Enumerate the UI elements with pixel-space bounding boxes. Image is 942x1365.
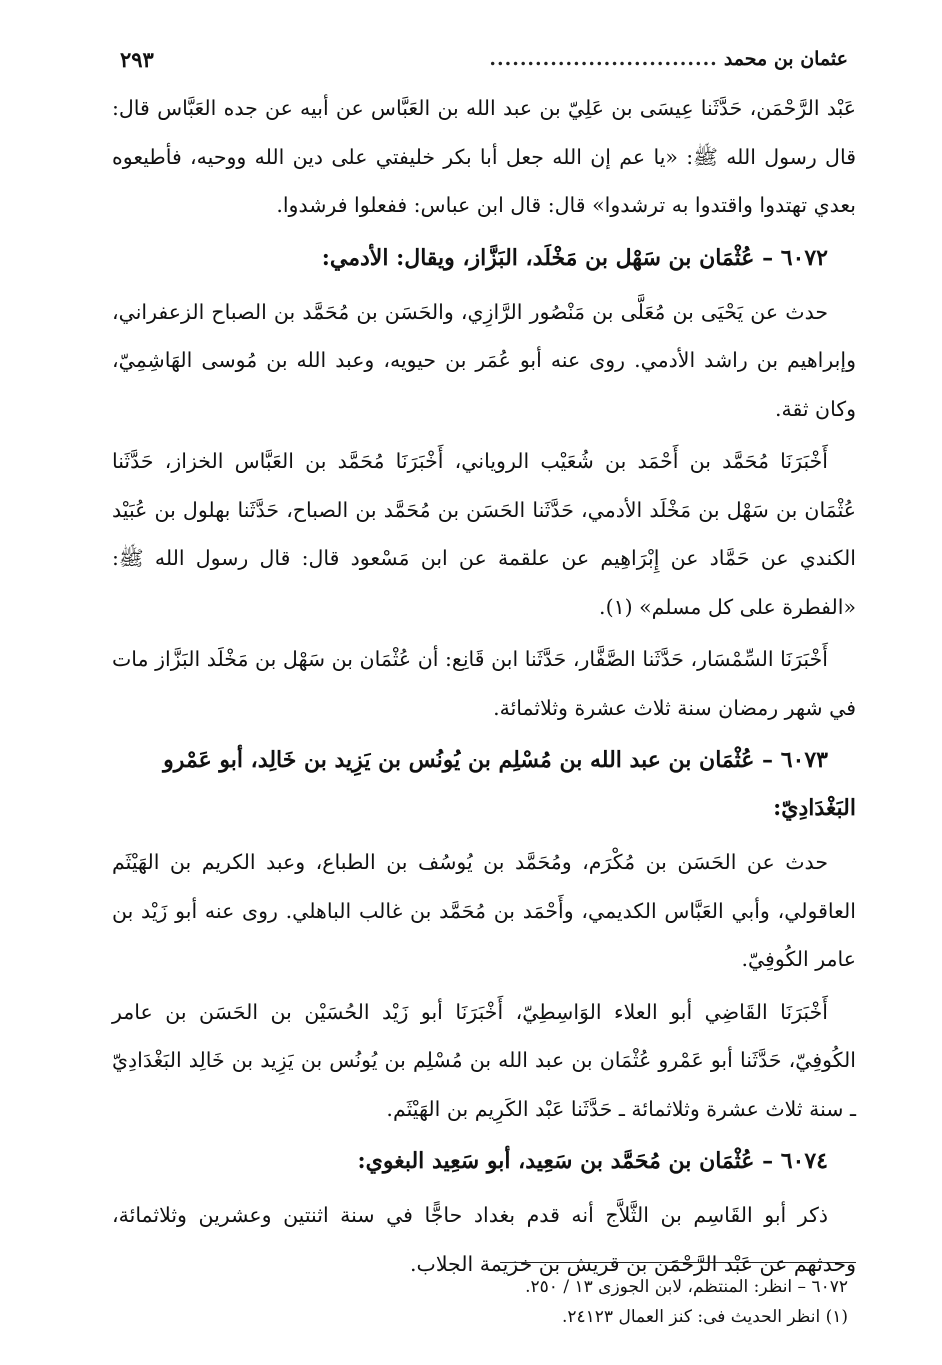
page-number: ٢٩٣ xyxy=(120,46,154,72)
entry-heading-6074: ٦٠٧٤ – عُثْمَان بن مُحَمَّد بن سَعِيد، أبو سَعِيد البغوي: xyxy=(357,1148,828,1174)
page-body xyxy=(112,84,856,1292)
footnote-1: (١) انظر الحديث فى: كنز العمال ٢٤١٢٣. xyxy=(562,1307,848,1327)
header-leader-dots: .............................. xyxy=(489,48,718,70)
paragraph-note-6074: ذكر أبو القَاسِم بن الثَّلاَّج أنه قدم بغداد حاجًّا في سنة اثنتين وعشرين وثلاثمائة، وحدثهم عن عَبْد الرَّحْمَن بن قريش بن خزيمة الجلاب. xyxy=(112,1203,856,1276)
entry-heading-6073: ٦٠٧٣ – عُثْمَان بن عبد الله بن مُسْلِم بن يُونُس بن يَزِيد بن خَالِد، أبو عَمْرو البَغْدَادِيّ: xyxy=(163,747,856,821)
page-header xyxy=(120,40,848,78)
paragraph-death-note-6072: أَخْبَرَنَا السِّمْسَار، حَدَّثَنا الصَّفَّار، حَدَّثَنا ابن قَانِع: أن عُثْمَان بن سَهْل بن مَخْلَد البَزَّاز مات في شهر رمضان سنة ثلاث عشرة وثلاثمائة. xyxy=(112,647,856,720)
entry-heading-6072: ٦٠٧٢ – عُثْمَان بن سَهْل بن مَخْلَد، البَزَّاز، ويقال: الأدمي: xyxy=(321,244,828,271)
footnote-6072: ٦٠٧٢ – انظر: المنتظم، لابن الجوزى ١٣ / ٢٥٠. xyxy=(525,1277,848,1297)
paragraph-continued: عَبْد الرَّحْمَن، حَدَّثَنا عِيسَى بن عَلِيّ بن عبد الله بن العَبَّاس عن أبيه عن جده العَبَّاس قال: قال رسول الله ﷺ: «يا عم إن الله جعل أبا بكر خليفتي على دين الله ووحيه، فأطيعوه بعدي تهتدوا واقتدوا به ترشدوا» قال: قال ابن عباس: ففعلوا فرشدوا. xyxy=(112,96,856,217)
running-title: عثمان بن محمد xyxy=(723,48,848,70)
paragraph-hadith-chain-6072: أَخْبَرَنَا مُحَمَّد بن أَحْمَد بن شُعَيْب الروياني، أَخْبَرَنَا مُحَمَّد بن العَبَّاس الخزاز، حَدَّثَنا عُثْمَان بن سَهْل بن مَخْلَد الأدمي، حَدَّثَنا الحَسَن بن مُحَمَّد بن الصباح، حَدَّثَنا بهلول بن عُبَيْد الكندي عن حَمَّاد عن إِبْرَاهِيم عن علقمة عن ابن مَسْعود قال: قال رسول الله ﷺ: «الفطرة على كل مسلم» (١). xyxy=(112,449,856,619)
paragraph-chain-6073: أَخْبَرَنَا القَاضِي أبو العلاء الوَاسِطِيّ، أَخْبَرَنَا أبو زَيْد الحُسَيْن بن الحَسَن بن عامر الكُوفِيّ، حَدَّثَنا أبو عَمْرو عُثْمَان بن عبد الله بن مُسْلِم بن يُونُس بن يَزِيد بن خَالِد البَغْدَادِيّ ـ سنة ثلاث عشرة وثلاثمائة ـ حَدَّثَنا عَبْد الكَرِيم بن الهَيْثَم. xyxy=(112,999,856,1121)
footnote-divider xyxy=(500,1262,856,1263)
footnotes xyxy=(300,1272,848,1332)
paragraph-narrators-6073: حدث عن الحَسَن بن مُكْرَم، ومُحَمَّد بن يُوسُف بن الطباع، وعبد الكريم بن الهَيْثَم العاقولي، وأبي العَبَّاس الكديمي، وأَحْمَد بن مُحَمَّد بن غالب الباهلي. روى عنه أبو زَيْد بن عامر الكُوفِيّ. xyxy=(112,850,856,971)
paragraph-narrators-6072: حدث عن يَحْيَى بن مُعَلَّى بن مَنْصُور الرَّازِي، والحَسَن بن مُحَمَّد بن الصباح الزعفراني، وإبراهيم بن راشد الأدمي. روى عنه أبو عُمَر بن حيويه، وعبد الله بن مُوسى الهَاشِمِيّ، وكان ثقة. xyxy=(112,299,856,421)
